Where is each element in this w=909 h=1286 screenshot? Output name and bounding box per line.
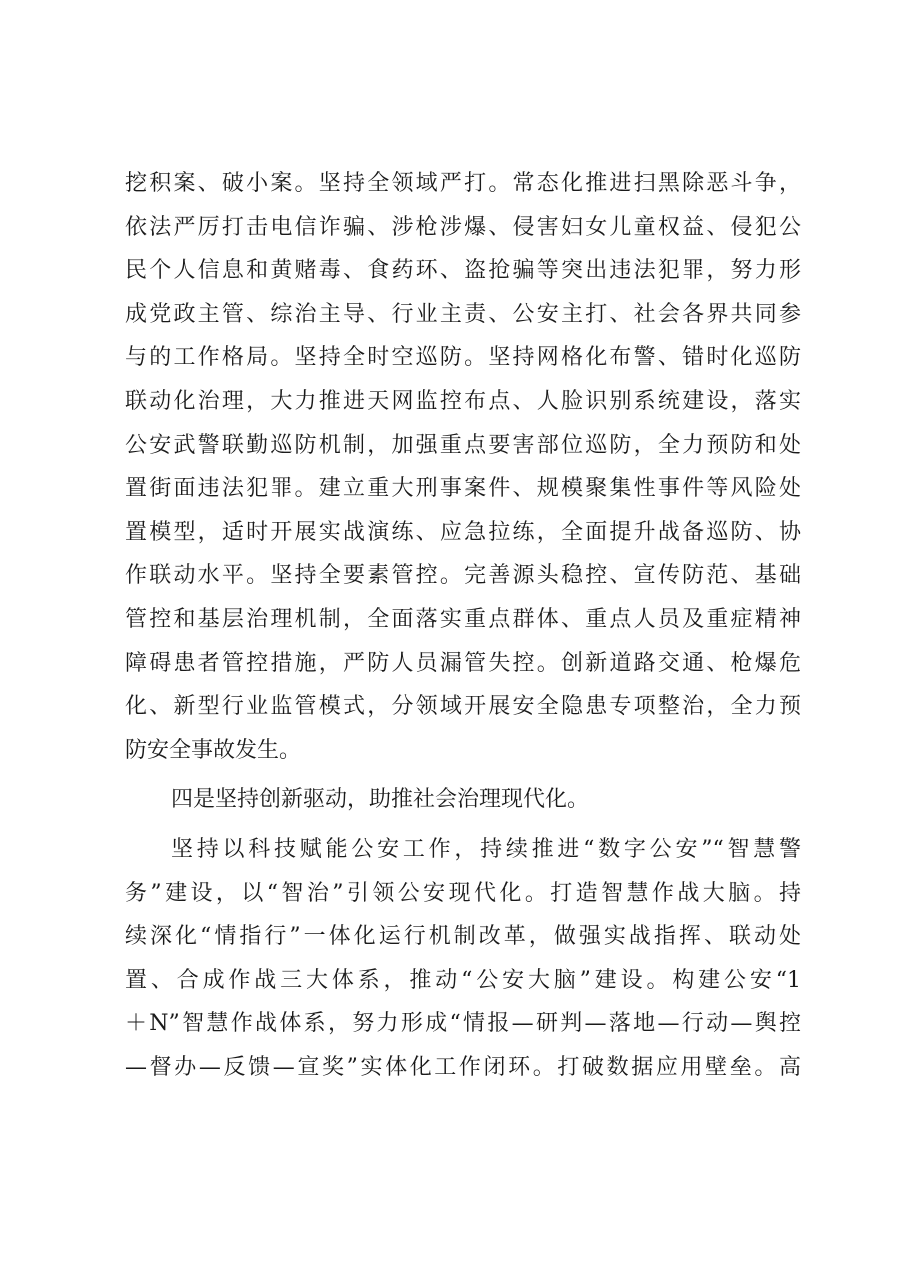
text-line: 成党政主管、综治主导、行业主责、公安主打、社会各界共同参 bbox=[125, 301, 801, 327]
text-line: 务”建设，以“智治”引领公安现代化。打造智慧作战大脑。持 bbox=[125, 880, 801, 906]
paragraph-3 bbox=[125, 828, 801, 1090]
text-line: —督办—反馈—宣奖”实体化工作闭环。打破数据应用壁垒。高 bbox=[125, 1054, 801, 1080]
text-line: 管控和基层治理机制，全面落实重点群体、重点人员及重症精神 bbox=[125, 606, 801, 632]
text-line: 置模型，适时开展实战演练、应急拉练，全面提升战备巡防、协 bbox=[125, 519, 801, 545]
text-line: 与的工作格局。坚持全时空巡防。坚持网格化布警、错时化巡防 bbox=[125, 345, 801, 371]
paragraph-2-heading bbox=[125, 778, 801, 822]
document-body bbox=[125, 162, 801, 1089]
text-line: 防安全事故发生。 bbox=[125, 737, 302, 763]
text-line: 置、合成作战三大体系，推动“公安大脑”建设。构建公安“1 bbox=[125, 967, 801, 993]
text-line: 续深化“情指行”一体化运行机制改革，做强实战指挥、联动处 bbox=[125, 924, 801, 950]
text-line: 联动化治理，大力推进天网监控布点、人脸识别系统建设，落实 bbox=[125, 388, 801, 414]
text-line: 置街面违法犯罪。建立重大刑事案件、规模聚集性事件等风险处 bbox=[125, 476, 801, 502]
text-line: 依法严厉打击电信诈骗、涉枪涉爆、侵害妇女儿童权益、侵犯公 bbox=[125, 214, 801, 240]
text-line: ＋N”智慧作战体系，努力形成“情报—研判—落地—行动—舆控 bbox=[125, 1011, 801, 1037]
text-line: 挖积案、破小案。坚持全领域严打。常态化推进扫黑除恶斗争， bbox=[125, 171, 801, 196]
text-line: 民个人信息和黄赌毒、食药环、盗抢骗等突出违法犯罪，努力形 bbox=[125, 258, 801, 284]
text-line: 作联动水平。坚持全要素管控。完善源头稳控、宣传防范、基础 bbox=[125, 563, 801, 589]
text-line: 坚持以科技赋能公安工作，持续推进“数字公安”“智慧警 bbox=[171, 836, 801, 862]
paragraph-1 bbox=[125, 162, 801, 772]
section-heading: 四是坚持创新驱动，助推社会治理现代化。 bbox=[171, 787, 590, 813]
text-line: 化、新型行业监管模式，分领域开展安全隐患专项整治，全力预 bbox=[125, 694, 801, 720]
text-line: 公安武警联勤巡防机制，加强重点要害部位巡防，全力预防和处 bbox=[125, 432, 801, 458]
text-line: 障碍患者管控措施，严防人员漏管失控。创新道路交通、枪爆危 bbox=[125, 650, 801, 676]
